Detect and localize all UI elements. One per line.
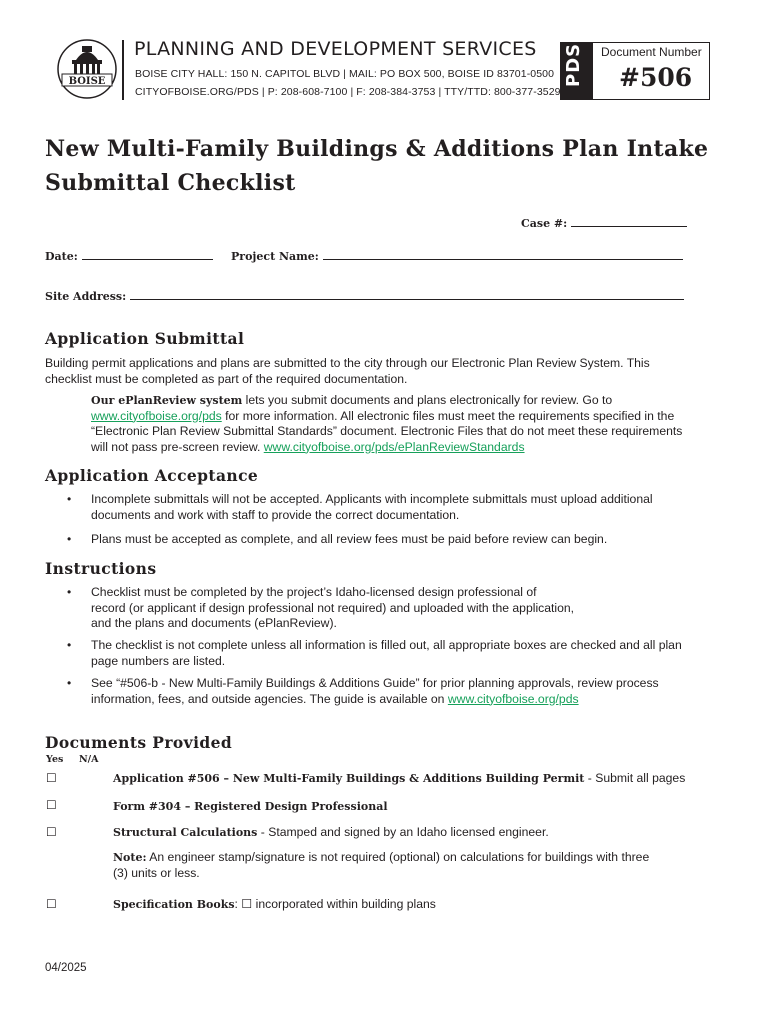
department-name: PLANNING AND DEVELOPMENT SERVICES	[134, 38, 537, 60]
page-title-line-1: New Multi-Family Buildings & Additions Plan Intake	[45, 136, 709, 162]
eplan-text-3: “Electronic Plan Review Submittal Standards” document. Electronic Files that do not meet these requirements	[91, 424, 683, 438]
eplan-review-bold: Our ePlanReview system	[91, 394, 243, 407]
page-title-line-2: Submittal Checklist	[45, 170, 296, 196]
acceptance-bullet-1	[91, 492, 653, 523]
document-item-1-text: - Submit all pages	[584, 771, 686, 785]
column-na: N/A	[79, 754, 99, 765]
document-item-2	[113, 799, 388, 813]
document-item-4-text: incorporated within building plans	[252, 897, 436, 911]
intro-line-1: Building permit applications and plans are submitted to the city through our Electronic Plan Review System. This	[45, 356, 650, 370]
instructions-bullet-2	[91, 638, 682, 669]
document-item-3-note	[113, 850, 649, 881]
instructions-bullet-2-line-1: The checklist is not complete unless all information is filled out, all appropriate boxes are checked and all plan	[91, 638, 682, 652]
documents-provided-heading: Documents Provided	[45, 733, 233, 752]
logo-text: BOISE	[68, 76, 106, 87]
application-submittal-heading: Application Submittal	[45, 329, 245, 348]
eplan-text-2: for more information. All electronic files must meet the requirements specified in the	[221, 408, 675, 423]
case-number-blank[interactable]	[571, 216, 687, 227]
document-number-label: Document Number	[601, 45, 702, 59]
footer-date: 04/2025	[45, 962, 87, 974]
instructions-bullet-1	[91, 585, 574, 632]
project-name-blank[interactable]	[323, 249, 683, 260]
bullet-dot: •	[67, 676, 72, 690]
document-item-3-text: - Stamped and signed by an Idaho licensed engineer.	[257, 825, 549, 839]
document-item-1-title: Application #506 – New Multi-Family Buildings & Additions Building Permit	[113, 772, 585, 785]
instructions-bullet-3-line-2: information, fees, and outside agencies. The guide is available on	[91, 691, 448, 706]
document-item-4	[113, 897, 436, 911]
bullet-dot: •	[67, 585, 72, 599]
item-4-inline-checkbox[interactable]: ☐	[241, 897, 253, 911]
item-4-yes-checkbox[interactable]: ☐	[46, 897, 57, 911]
guide-link[interactable]: www.cityofboise.org/pds	[447, 691, 579, 706]
site-address-blank[interactable]	[130, 289, 684, 300]
instructions-bullet-2-line-2: page numbers are listed.	[91, 653, 226, 668]
document-number-box	[560, 42, 710, 100]
eplan-standards-link[interactable]: www.cityofboise.org/pds/ePlanReviewStandards	[263, 439, 525, 454]
date-blank[interactable]	[82, 249, 213, 260]
eplan-review-paragraph	[91, 393, 682, 455]
bullet-dot: •	[67, 492, 72, 506]
acceptance-bullet-1-line-2: documents and work with staff to provide the correct documentation.	[91, 507, 460, 522]
column-yes: Yes	[46, 754, 64, 765]
eplan-text-4: will not pass pre-screen review.	[91, 439, 264, 454]
instructions-bullet-1-line-3: and the plans and documents (ePlanReview).	[91, 616, 337, 630]
case-number-label: Case #:	[521, 217, 568, 230]
document-item-3-title: Structural Calculations	[113, 826, 258, 839]
note-line-1: An engineer stamp/signature is not required (optional) on calculations for buildings with three	[146, 850, 650, 864]
date-field[interactable]	[45, 249, 213, 263]
item-2-yes-checkbox[interactable]: ☐	[46, 798, 57, 812]
document-item-4-title: Specification Books	[113, 898, 235, 911]
project-name-label: Project Name:	[231, 250, 319, 263]
header-divider	[122, 40, 124, 100]
pds-badge-label: PDS	[563, 42, 584, 87]
bullet-dot: •	[67, 532, 72, 546]
item-1-yes-checkbox[interactable]: ☐	[46, 771, 57, 785]
document-item-1	[113, 771, 685, 785]
note-label: Note:	[113, 851, 147, 864]
instructions-bullet-1-line-2: record (or applicant if design professional not required) and uploaded with the application,	[91, 600, 575, 615]
acceptance-bullet-2: Plans must be accepted as complete, and all review fees must be paid before review can begin.	[91, 532, 608, 546]
bullet-dot: •	[67, 638, 72, 652]
case-number-field[interactable]	[521, 216, 687, 230]
boise-city-seal-logo	[56, 38, 118, 100]
intro-line-2: checklist must be completed as part of the required documentation.	[45, 371, 408, 386]
instructions-bullet-3	[91, 676, 659, 707]
eplan-text-1: lets you submit documents and plans electronically for review. Go to	[242, 393, 613, 407]
document-item-4-colon: :	[234, 897, 238, 911]
document-item-3	[113, 825, 549, 839]
document-number: #506	[619, 63, 693, 92]
site-address-field[interactable]	[45, 289, 684, 303]
pds-link[interactable]: www.cityofboise.org/pds	[91, 408, 222, 423]
acceptance-bullet-1-line-1: Incomplete submittals will not be accepted. Applicants with incomplete submittals must upload additional	[91, 492, 653, 506]
date-label: Date:	[45, 250, 78, 263]
instructions-bullet-1-line-1: Checklist must be completed by the project’s Idaho-licensed design professional of	[91, 585, 537, 599]
project-name-field[interactable]	[231, 249, 683, 263]
application-submittal-intro	[45, 356, 650, 387]
instructions-heading: Instructions	[45, 559, 157, 578]
document-item-2-title: Form #304 – Registered Design Professional	[113, 800, 388, 813]
pds-badge	[561, 43, 593, 99]
item-3-yes-checkbox[interactable]: ☐	[46, 825, 57, 839]
contact-line: CITYOFBOISE.ORG/PDS | P: 208-608-7100 | F: 208-384-3753 | TTY/TTD: 800-377-3529	[135, 86, 561, 98]
site-address-label: Site Address:	[45, 290, 127, 303]
address-line: BOISE CITY HALL: 150 N. CAPITOL BLVD | MAIL: PO BOX 500, BOISE ID 83701-0500	[135, 68, 555, 80]
instructions-bullet-3-line-1: See “#506-b - New Multi-Family Buildings & Additions Guide” for prior planning approvals, review process	[91, 676, 659, 690]
note-line-2: (3) units or less.	[113, 865, 200, 880]
application-acceptance-heading: Application Acceptance	[45, 466, 259, 485]
